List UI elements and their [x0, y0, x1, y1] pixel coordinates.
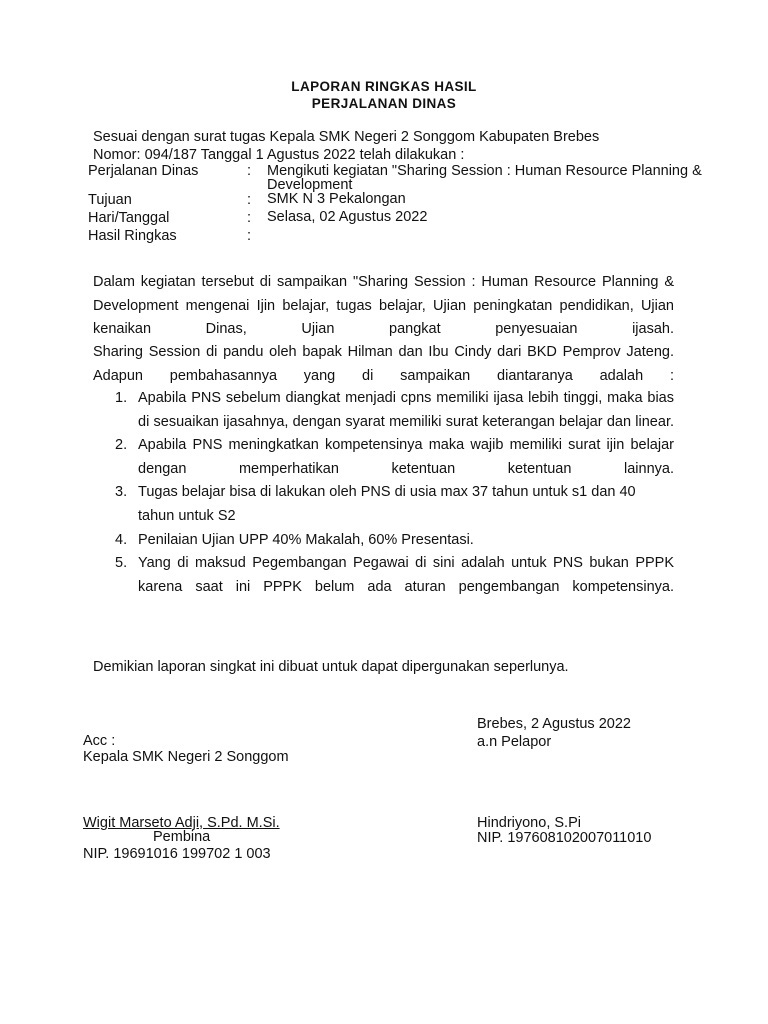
place-date: Brebes, 2 Agustus 2022 [477, 716, 631, 732]
list-item-text: Tugas belajar bisa di lakukan oleh PNS di usia max 37 tahun untuk s1 dan 40 tahun untuk S2 [138, 484, 636, 524]
field-label: Perjalanan Dinas [88, 163, 199, 179]
intro-line-2: Nomor: 094/187 Tanggal 1 Agustus 2022 telah dilakukan : [93, 147, 465, 163]
list-item [115, 552, 674, 599]
body-paragraph-2: Sharing Session di pandu oleh bapak Hilman dan Ibu Cindy dari BKD Pemprov Jateng. Adapun pembahasannya yang di sampaikan diantaranya adalah : [93, 344, 674, 384]
list-item-text: Penilaian Ujian UPP 40% Makalah, 60% Presentasi. [138, 531, 474, 548]
list-item-number: 2. [115, 437, 128, 454]
field-colon: : [247, 163, 252, 179]
findings-list [115, 387, 674, 599]
field-label: Hari/Tanggal [88, 210, 170, 226]
list-item-text: Yang di maksud Pegembangan Pegawai di sini adalah untuk PNS bukan PPPK karena saat ini PPPK belum ada aturan pengembangan kompetensinya. [138, 555, 674, 595]
field-colon: : [247, 228, 252, 244]
document-title-line2: PERJALANAN DINAS [311, 96, 457, 111]
reporter-name: Hindriyono, S.Pi [477, 815, 581, 831]
field-value: Mengikuti kegiatan "Sharing Session : Human Resource Planning & Development [267, 163, 702, 193]
list-item-text: Apabila PNS meningkatkan kompetensinya maka wajib memiliki surat ijin belajar dengan memperhatikan ketentuan ketentuan lainnya. [138, 437, 674, 477]
intro-line-1: Sesuai dengan surat tugas Kepala SMK Negeri 2 Songgom Kabupaten Brebes [93, 129, 600, 145]
field-label: Hasil Ringkas [88, 228, 177, 244]
closing-statement: Demikian laporan singkat ini dibuat untuk dapat dipergunakan seperlunya. [93, 659, 569, 675]
body-paragraph-1: Dalam kegiatan tersebut di sampaikan "Sharing Session : Human Resource Planning & Development mengenai Ijin belajar, tugas belajar, Ujian peningkatan pendidikan, Ujian kenaikan Dinas, Ujian pangkat penyesuaian ijasah. [93, 274, 674, 338]
head-rank: Pembina [153, 829, 211, 845]
document-title-line1: LAPORAN RINGKAS HASIL [291, 79, 477, 94]
list-item-number: 5. [115, 555, 128, 572]
field-label: Tujuan [88, 192, 132, 208]
reporter-role: a.n Pelapor [477, 734, 552, 750]
head-title: Kepala SMK Negeri 2 Songgom [83, 749, 289, 765]
head-signatory-name: Wigit Marseto Adji, S.Pd. M.Si. [83, 815, 280, 831]
list-item-number: 3. [115, 484, 128, 501]
acc-label: Acc : [83, 733, 116, 749]
list-item [115, 434, 674, 481]
list-item-text: Apabila PNS sebelum diangkat menjadi cpns memiliki ijasa lebih tinggi, maka bias di sesuaikan ijasahnya, dengan syarat memiliki surat keterangan belajar dan linear. [138, 390, 674, 430]
reporter-nip: NIP. 197608102007011010 [477, 830, 652, 846]
list-item-number: 1. [115, 390, 128, 406]
field-value: SMK N 3 Pekalongan [267, 191, 406, 207]
list-item [115, 387, 674, 434]
head-nip: NIP. 19691016 199702 1 003 [83, 846, 271, 862]
field-colon: : [247, 210, 252, 226]
list-item [115, 481, 674, 528]
list-item-number: 4. [115, 531, 128, 548]
field-value: Selasa, 02 Agustus 2022 [267, 209, 428, 225]
list-item [115, 529, 674, 553]
field-colon: : [247, 192, 252, 208]
